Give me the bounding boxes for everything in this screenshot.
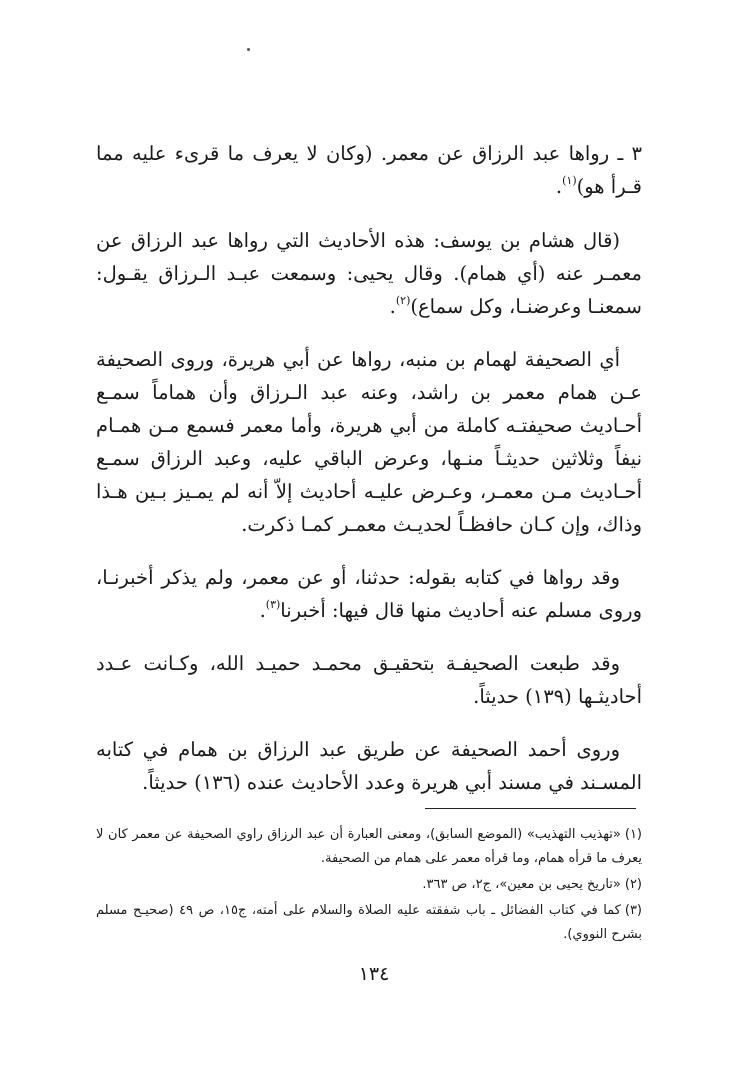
paragraph-5 — [96, 647, 642, 713]
paragraph-1: ٣ ـ رواها عبد الرزاق عن معمر. (وكان لا يعرف ما قرىء عليه مما قـرأ هو)$^{(١)}$. — [96, 142, 642, 198]
paragraph-4: وقد رواها في كتابه بقوله: حدثنا، أو عن معمر، ولم يذكر أخبرنـا، وروى مسلم عنه أحاديث منها قال فيها: أخبرنا$^{(٣)}$. — [96, 566, 642, 622]
footnote-text: «تاريخ يحيى بن معين»، ج٢، ص ٣٦٣. — [422, 877, 621, 892]
paragraph-2: (قال هشام بن يوسف: هذه الأحاديث التي رواها عبد الرزاق عن معمـر عنه (أي همام). وقال يحيى: وسمعت عبـد الـرزاق يقـول: سمعنـا وعرضنـا، وكل سماع)$^{(٢)}$. — [96, 229, 642, 318]
main-text-body — [96, 137, 642, 819]
paragraph-3 — [96, 343, 642, 541]
paragraph-text: ٣ ـ رواها عبد الرزاق عن معمر. (وكان لا يعرف ما قرىء عليه مما قـرأ هو) — [96, 142, 642, 198]
footnote-number: (١) — [624, 827, 642, 842]
paragraph-text: وقد طبعت الصحيفـة بتحقيـق محمـد حميـد الله، وكـانت عـدد أحاديثـها (١٣٩) حديثاً. — [96, 652, 642, 708]
paragraph-text: أي الصحيفة لهمام بن منبه، رواها عن أبي هريرة، وروى الصحيفة عـن همام معمر بن راشد، وعنه عبد الـرزاق وأن هماماً سمـع أحـاديث صحيفتـه كاملة من أبي هريرة، وأما معمر فسمع مـن همـام نيفاً وثلاثين حديثـاً منـها، وعرض الباقي عليه، وعبد الرزاق سمـع أحـاديث مـن معمـر، وعـرض عليـه أحاديث إلاّ أنه لم يمـيز بـين هـذا وذاك، وإن كـان حافظـاً لحديـث معمـر كمـا ذكرت. — [96, 348, 642, 536]
footnote-3 — [96, 899, 642, 947]
page-number: ١٣٤ — [358, 963, 390, 985]
footnote-separator — [425, 808, 636, 809]
paragraph-text: وقد رواها في كتابه بقوله: حدثنا، أو عن معمر، ولم يذكر أخبرنـا، وروى مسلم عنه أحاديث منها قال فيها: أخبرنا — [96, 566, 642, 622]
footnote-number: (٣) — [624, 903, 642, 918]
paragraph-6 — [96, 733, 642, 799]
footnote-text: «تهذيب التهذيب» (الموضع السابق)، ومعنى العبارة أن عبد الرزاق راوي الصحيفة عن معمر كان لا يعرف ما قرأه همام، وما قرأه معمر على همام من الصحيفة. — [96, 827, 642, 866]
footnotes-section — [96, 823, 642, 949]
footnote-ref[interactable]: (١) — [562, 174, 577, 187]
paragraph-text: (قال هشام بن يوسف: هذه الأحاديث التي رواها عبد الرزاق عن معمـر عنه (أي همام). وقال يحيى: وسمعت عبـد الـرزاق يقـول: سمعنـا وعرضنـا، وكل سماع) — [96, 229, 642, 318]
paragraph-text: وروى أحمد الصحيفة عن طريق عبد الرزاق بن همام في كتابه المسـند في مسند أبي هريرة وعدد الأحاديث عنده (١٣٦) حديثاً. — [96, 738, 642, 794]
footnote-ref[interactable]: (٢) — [395, 294, 411, 307]
footnote-ref[interactable]: (٣) — [265, 598, 281, 611]
footnote-number: (٢) — [624, 877, 642, 892]
footnote-1 — [96, 823, 642, 871]
footnote-text: كما في كتاب الفضائل ـ باب شفقته عليه الصلاة والسلام على أمته، ج١٥، ص ٤٩ (صحيـح مسلم بشرح النووي). — [96, 903, 642, 942]
scan-speck — [247, 48, 250, 51]
footnote-2 — [96, 873, 642, 897]
